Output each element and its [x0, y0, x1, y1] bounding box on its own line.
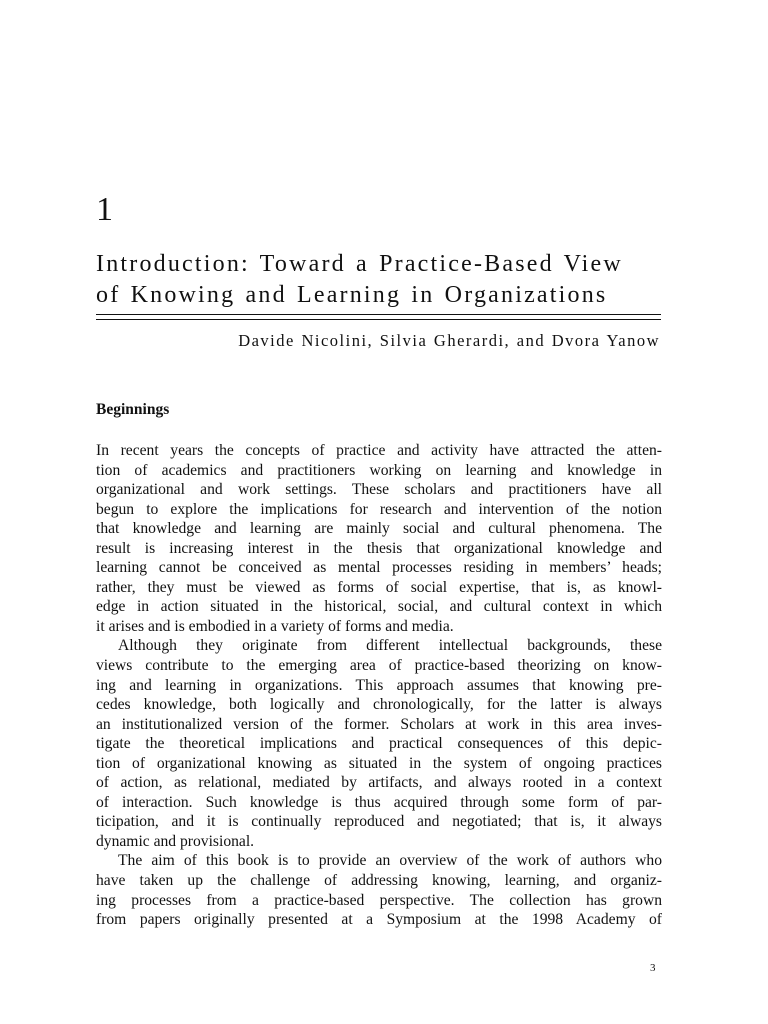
text-line: ticipation, and it is continually reproduced and negotiated; that is, it always [96, 813, 662, 831]
page-number: 3 [650, 962, 656, 974]
text-line: rather, they must be viewed as forms of social expertise, that is, as knowl- [96, 578, 662, 596]
section-heading: Beginnings [96, 401, 170, 418]
text-line: from papers originally presented at a Symposium at the 1998 Academy of [96, 911, 662, 929]
text-line: learning cannot be conceived as mental processes residing in members’ heads; [96, 559, 662, 577]
text-line: that knowledge and learning are mainly social and cultural phenomena. The [96, 520, 662, 538]
text-line: dynamic and provisional. [96, 832, 255, 850]
text-line: ing processes from a practice-based perspective. The collection has grown [96, 891, 662, 909]
chapter-title-line-2: of Knowing and Learning in Organizations [96, 282, 608, 308]
text-line: views contribute to the emerging area of practice-based theorizing on know- [96, 657, 662, 675]
text-line: result is increasing interest in the thesis that organizational knowledge and [96, 539, 662, 557]
text-line: In recent years the concepts of practice and activity have attracted the atten- [96, 442, 662, 459]
text-line: The aim of this book is to provide an overview of the work of authors who [118, 852, 662, 870]
text-line: tion of academics and practitioners working on learning and knowledge in [96, 461, 662, 479]
chapter-authors: Davide Nicolini, Silvia Gherardi, and Dvora Yanow [238, 331, 660, 350]
text-line: ing and learning in organizations. This approach assumes that knowing pre- [96, 676, 662, 694]
title-rule-upper [96, 314, 661, 315]
body-text [96, 441, 662, 930]
text-line: edge in action situated in the historical, social, and cultural context in which [96, 598, 662, 616]
text-line: have taken up the challenge of addressing knowing, learning, and organiz- [96, 872, 662, 890]
chapter-title-line-1: Introduction: Toward a Practice-Based View [96, 251, 623, 277]
text-line: an institutionalized version of the former. Scholars at work in this area inves- [96, 715, 662, 733]
chapter-number: 1 [96, 191, 113, 228]
text-line: Although they originate from different intellectual backgrounds, these [118, 637, 662, 655]
text-line: begun to explore the implications for research and intervention of the notion [96, 500, 662, 518]
text-line: cedes knowledge, both logically and chronologically, for the latter is always [96, 696, 662, 714]
text-line: tion of organizational knowing as situated in the system of ongoing practices [96, 754, 662, 772]
text-line: tigate the theoretical implications and practical consequences of this depic- [96, 735, 662, 753]
title-rule-lower [96, 319, 661, 320]
chapter-title [96, 249, 676, 311]
text-line: it arises and is embodied in a variety of forms and media. [96, 617, 454, 635]
text-line: organizational and work settings. These scholars and practitioners have all [96, 481, 662, 499]
text-line: of action, as relational, mediated by artifacts, and always rooted in a context [96, 774, 662, 792]
text-line: of interaction. Such knowledge is thus acquired through some form of par- [96, 793, 662, 811]
